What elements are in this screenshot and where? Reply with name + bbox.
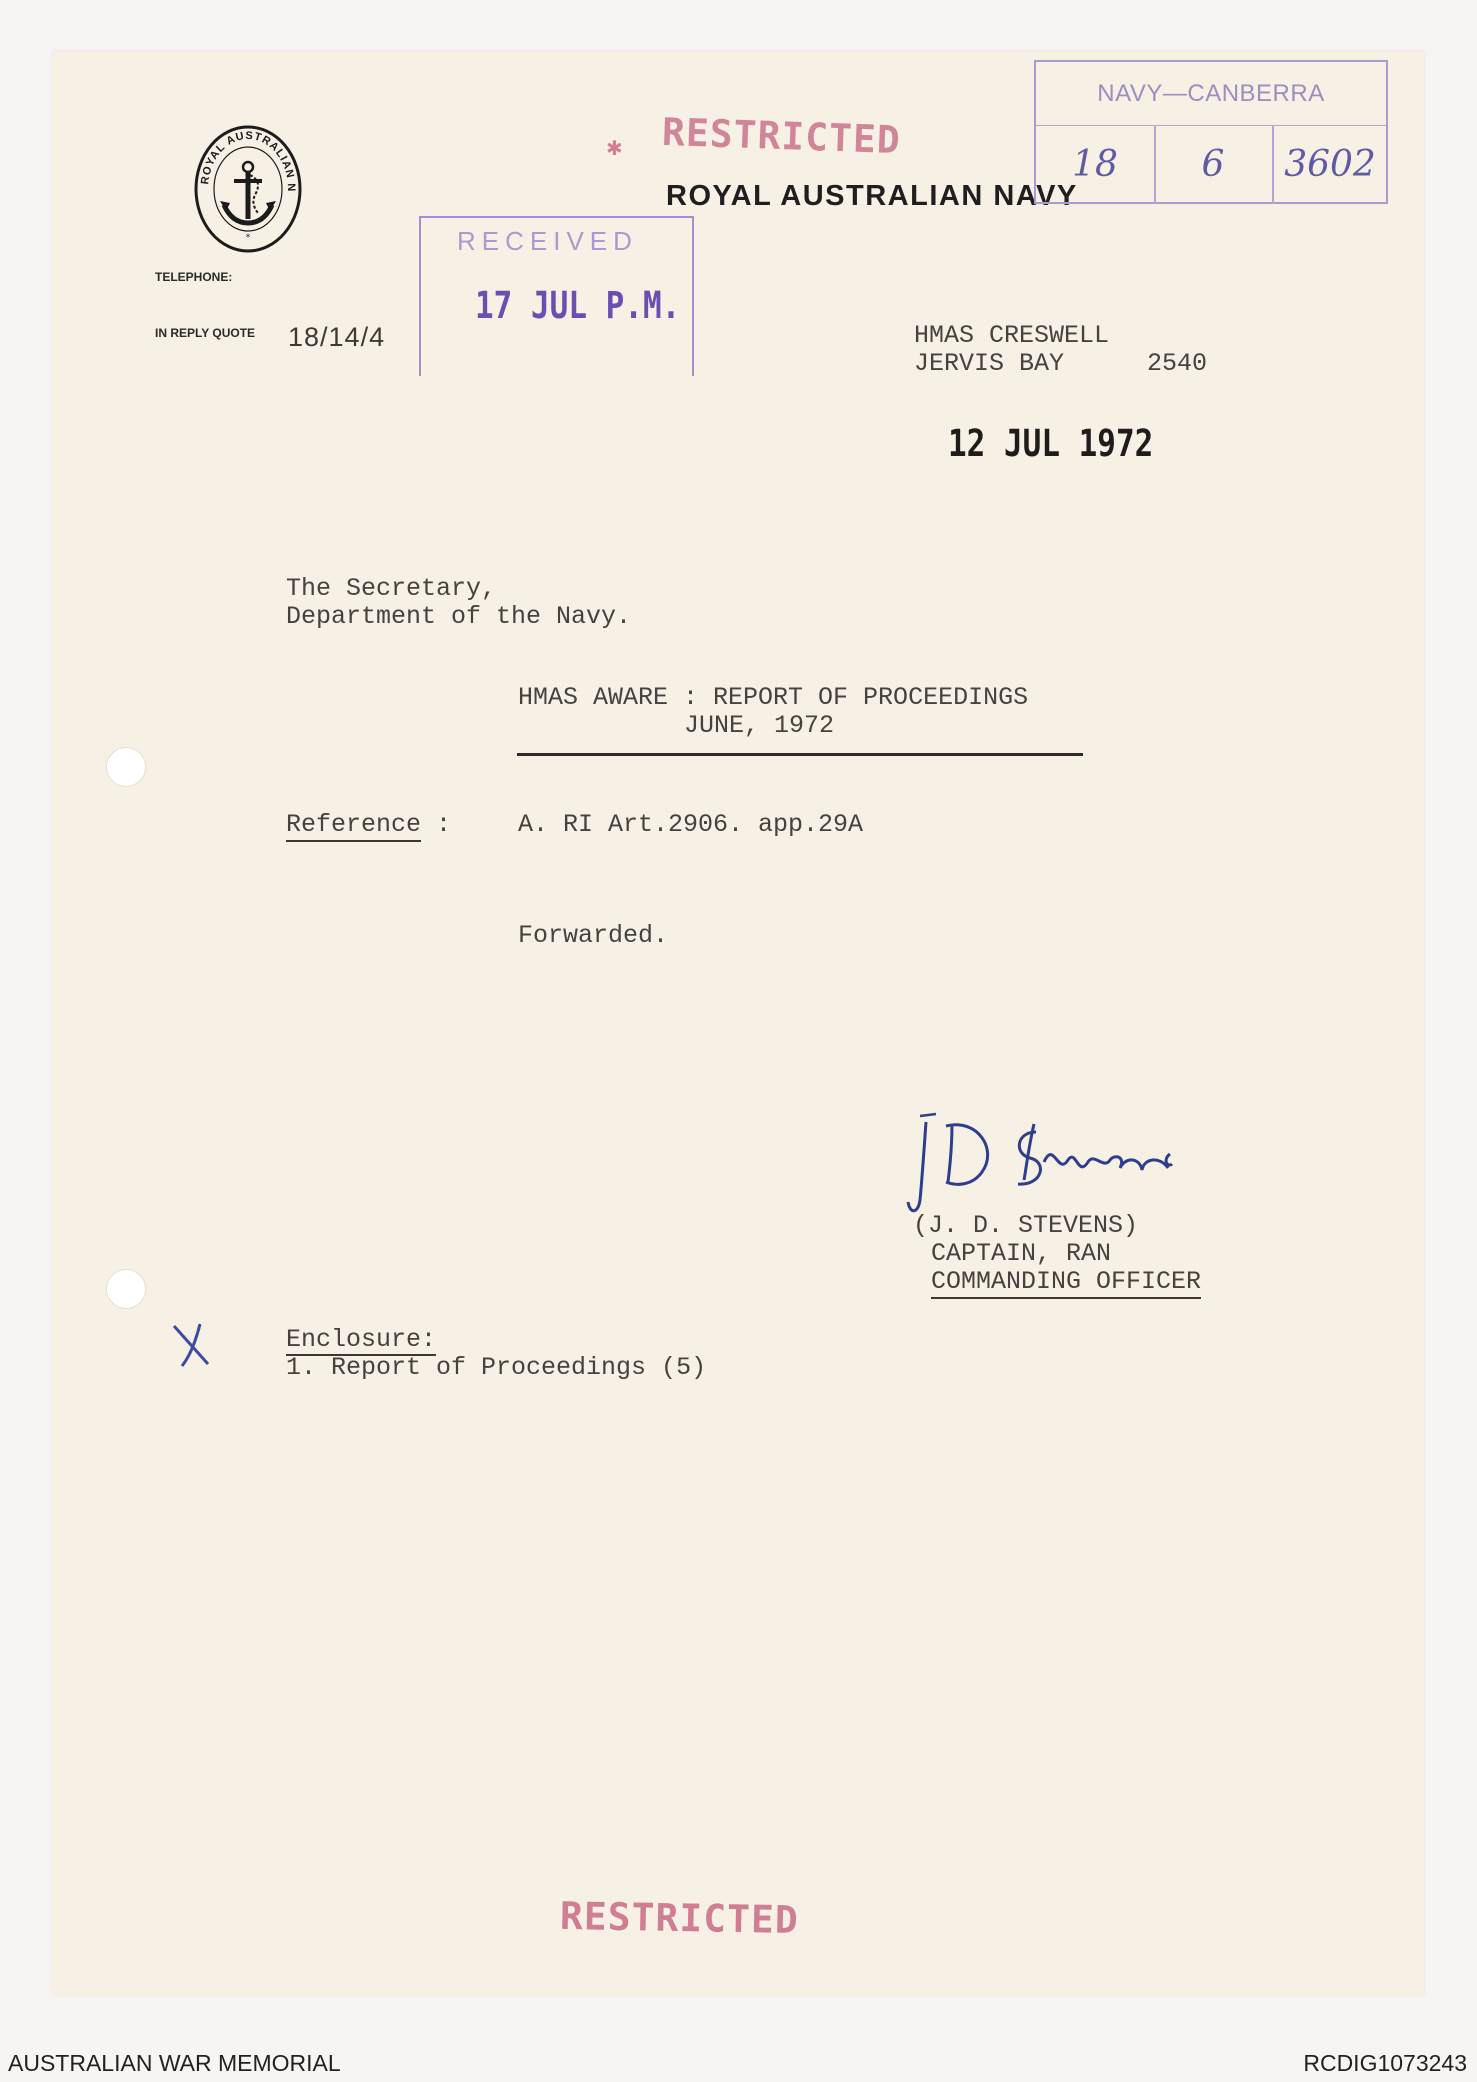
received-stamp [419, 216, 694, 376]
enclosure-label: Enclosure: [286, 1325, 437, 1354]
reference-value: A. RI Art.2906. app.29A [518, 810, 864, 839]
subject-line-2: JUNE, 1972 [684, 711, 835, 740]
address-line-1: HMAS CRESWELL [914, 321, 1110, 350]
subject-line-1: HMAS AWARE : REPORT OF PROCEEDINGS [518, 683, 1029, 712]
org-title: ROYAL AUSTRALIAN NAVY [666, 180, 1078, 212]
address-postcode: 2540 [1147, 349, 1208, 378]
subject-underline [517, 753, 1083, 756]
footer-record-id: RCDIG1073243 [1303, 2050, 1467, 2076]
received-label: RECEIVED [457, 226, 638, 256]
restricted-stamp-top: RESTRICTED [661, 109, 902, 163]
tick-mark [170, 1320, 218, 1375]
telephone-label: TELEPHONE: [155, 270, 233, 284]
reply-reference: 18/14/4 [288, 322, 386, 352]
enclosure-item: 1. Report of Proceedings (5) [286, 1353, 707, 1382]
reference-label: Reference [286, 811, 421, 842]
navy-canberra-header: NAVY—CANBERRA [1036, 62, 1386, 126]
signatory-rank: CAPTAIN, RAN [931, 1239, 1112, 1268]
navy-crest-logo [192, 123, 304, 253]
stamp-cell-number: 3602 [1284, 144, 1376, 185]
restricted-stamp-bottom: RESTRICTED [559, 1893, 800, 1943]
recipient-line-2: Department of the Navy. [286, 602, 632, 631]
received-date: 17 JUL P.M. [475, 284, 681, 328]
recipient-line-1: The Secretary, [286, 574, 497, 603]
footer-archive-name: AUSTRALIAN WAR MEMORIAL [8, 2050, 341, 2076]
letter-page [52, 51, 1424, 1995]
signatory-title: COMMANDING OFFICER [931, 1268, 1201, 1299]
asterisk-mark: ✱ [606, 136, 623, 160]
svg-text:*: * [245, 233, 251, 243]
punch-hole-top [106, 747, 146, 787]
svg-text:ROYAL AUSTRALIAN NAVY: ROYAL AUSTRALIAN N [199, 129, 298, 193]
punch-hole-bottom [106, 1269, 146, 1309]
stamp-cell-month: 6 [1201, 144, 1225, 185]
reply-quote-label: IN REPLY QUOTE [155, 326, 256, 340]
reference-colon: : [436, 810, 452, 839]
body-text: Forwarded. [518, 921, 669, 950]
date-stamp: 12 JUL 1972 [948, 422, 1154, 466]
stamp-cell-day: 18 [1072, 144, 1118, 185]
handwritten-signature [906, 1110, 1176, 1225]
navy-canberra-stamp [1034, 60, 1388, 204]
address-line-2: JERVIS BAY [914, 349, 1065, 378]
signatory-name: (J. D. STEVENS) [913, 1211, 1139, 1240]
